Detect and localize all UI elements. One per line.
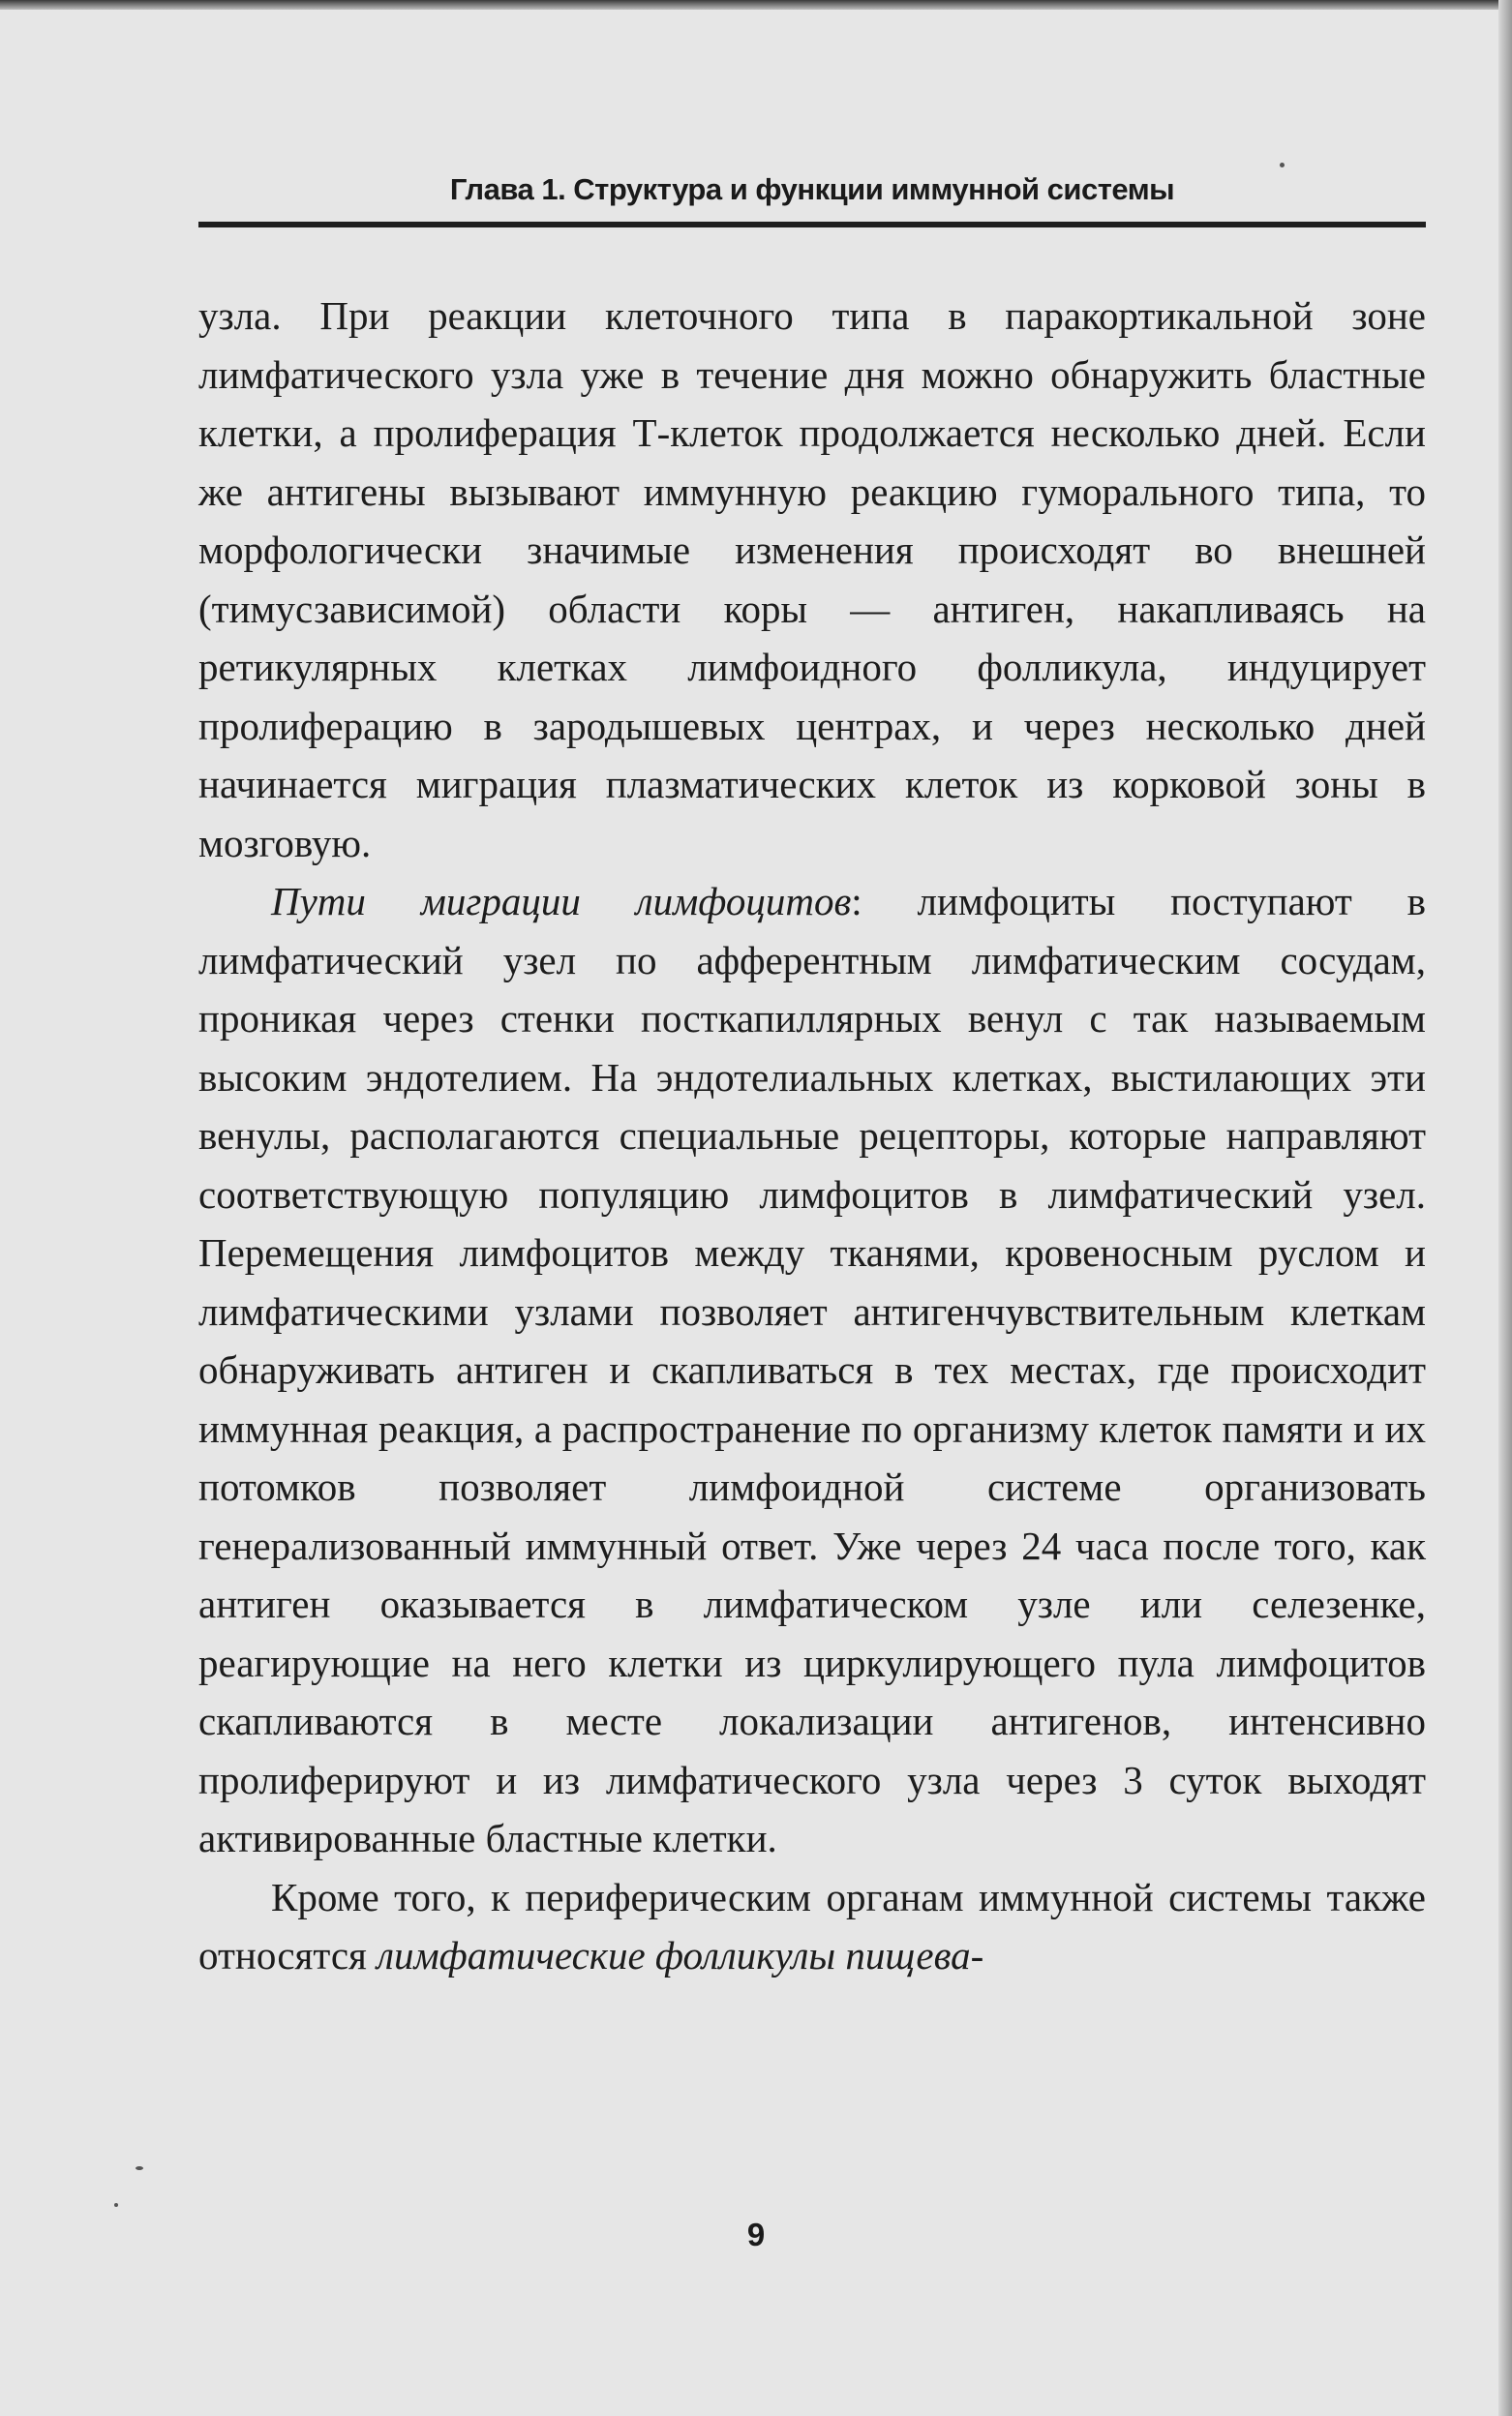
header-rule [198, 222, 1426, 227]
paragraph-3-italic-trail: лимфатические фолликулы пищева- [377, 1933, 984, 1978]
paragraph-2-text: : лимфоциты поступают в лимфатический узел по афферентным лимфатическим сосудам, проникая через стенки посткапиллярных венул с так называемым высоким эндотелием. На эндотелиальных клетках, выстилающих эти венулы, располагаются специальные рецепторы, которые направляют соответствующую популяцию лимфоцитов в лимфатический узел. Перемещения лимфоцитов между тканями, кровеносным руслом и лимфатическими узлами позволяет антигенчувствительным клеткам обнаруживать антиген и скапливаться в тех местах, где происходит иммунная реакция, а распространение по организму клеток памяти и их потомков позволяет лимфоидной системе организовать генерализованный иммунный ответ. Уже через 24 часа после того, как антиген оказывается в лимфатическом узле или селезенке, реагирующие на него клетки из циркулирующего пула лимфоцитов скапливаются в месте локализации антигенов, интенсивно пролиферируют и из лимфатического узла через 3 суток выходят активированные бластные клетки. [198, 879, 1426, 1860]
scan-speck [136, 2166, 143, 2170]
page-number: 9 [746, 2217, 766, 2252]
paragraph-2-italic-lead: Пути миграции лимфоцитов [271, 879, 852, 923]
body-text [198, 287, 1426, 1985]
scan-speck [114, 2203, 118, 2207]
paragraph-3 [198, 1868, 1426, 1985]
paragraph-2 [198, 872, 1426, 1868]
paragraph-1-text: узла. При реакции клеточного типа в паракортикальной зоне лимфатического узла уже в течение дня можно обнаружить бластные клетки, а пролиферация Т-клеток продолжается несколько дней. Если же антигены вызывают иммунную реакцию гуморального типа, то морфологически значимые изменения происходят во внешней (тимусзависимой) области коры — антиген, накапливаясь на ретикулярных клетках лимфоидного фолликула, индуцирует пролиферацию в зародышевых центрах, и через несколько дней начинается миграция плазматических клеток из корковой зоны в мозговую. [198, 293, 1426, 865]
scan-speck [1280, 163, 1285, 167]
paragraph-1 [198, 287, 1426, 872]
running-header: Глава 1. Структура и функции иммунной системы [449, 172, 1175, 206]
paragraph-3-text: Кроме того, к периферическим органам иммунной системы также относятся [198, 1874, 1426, 1978]
